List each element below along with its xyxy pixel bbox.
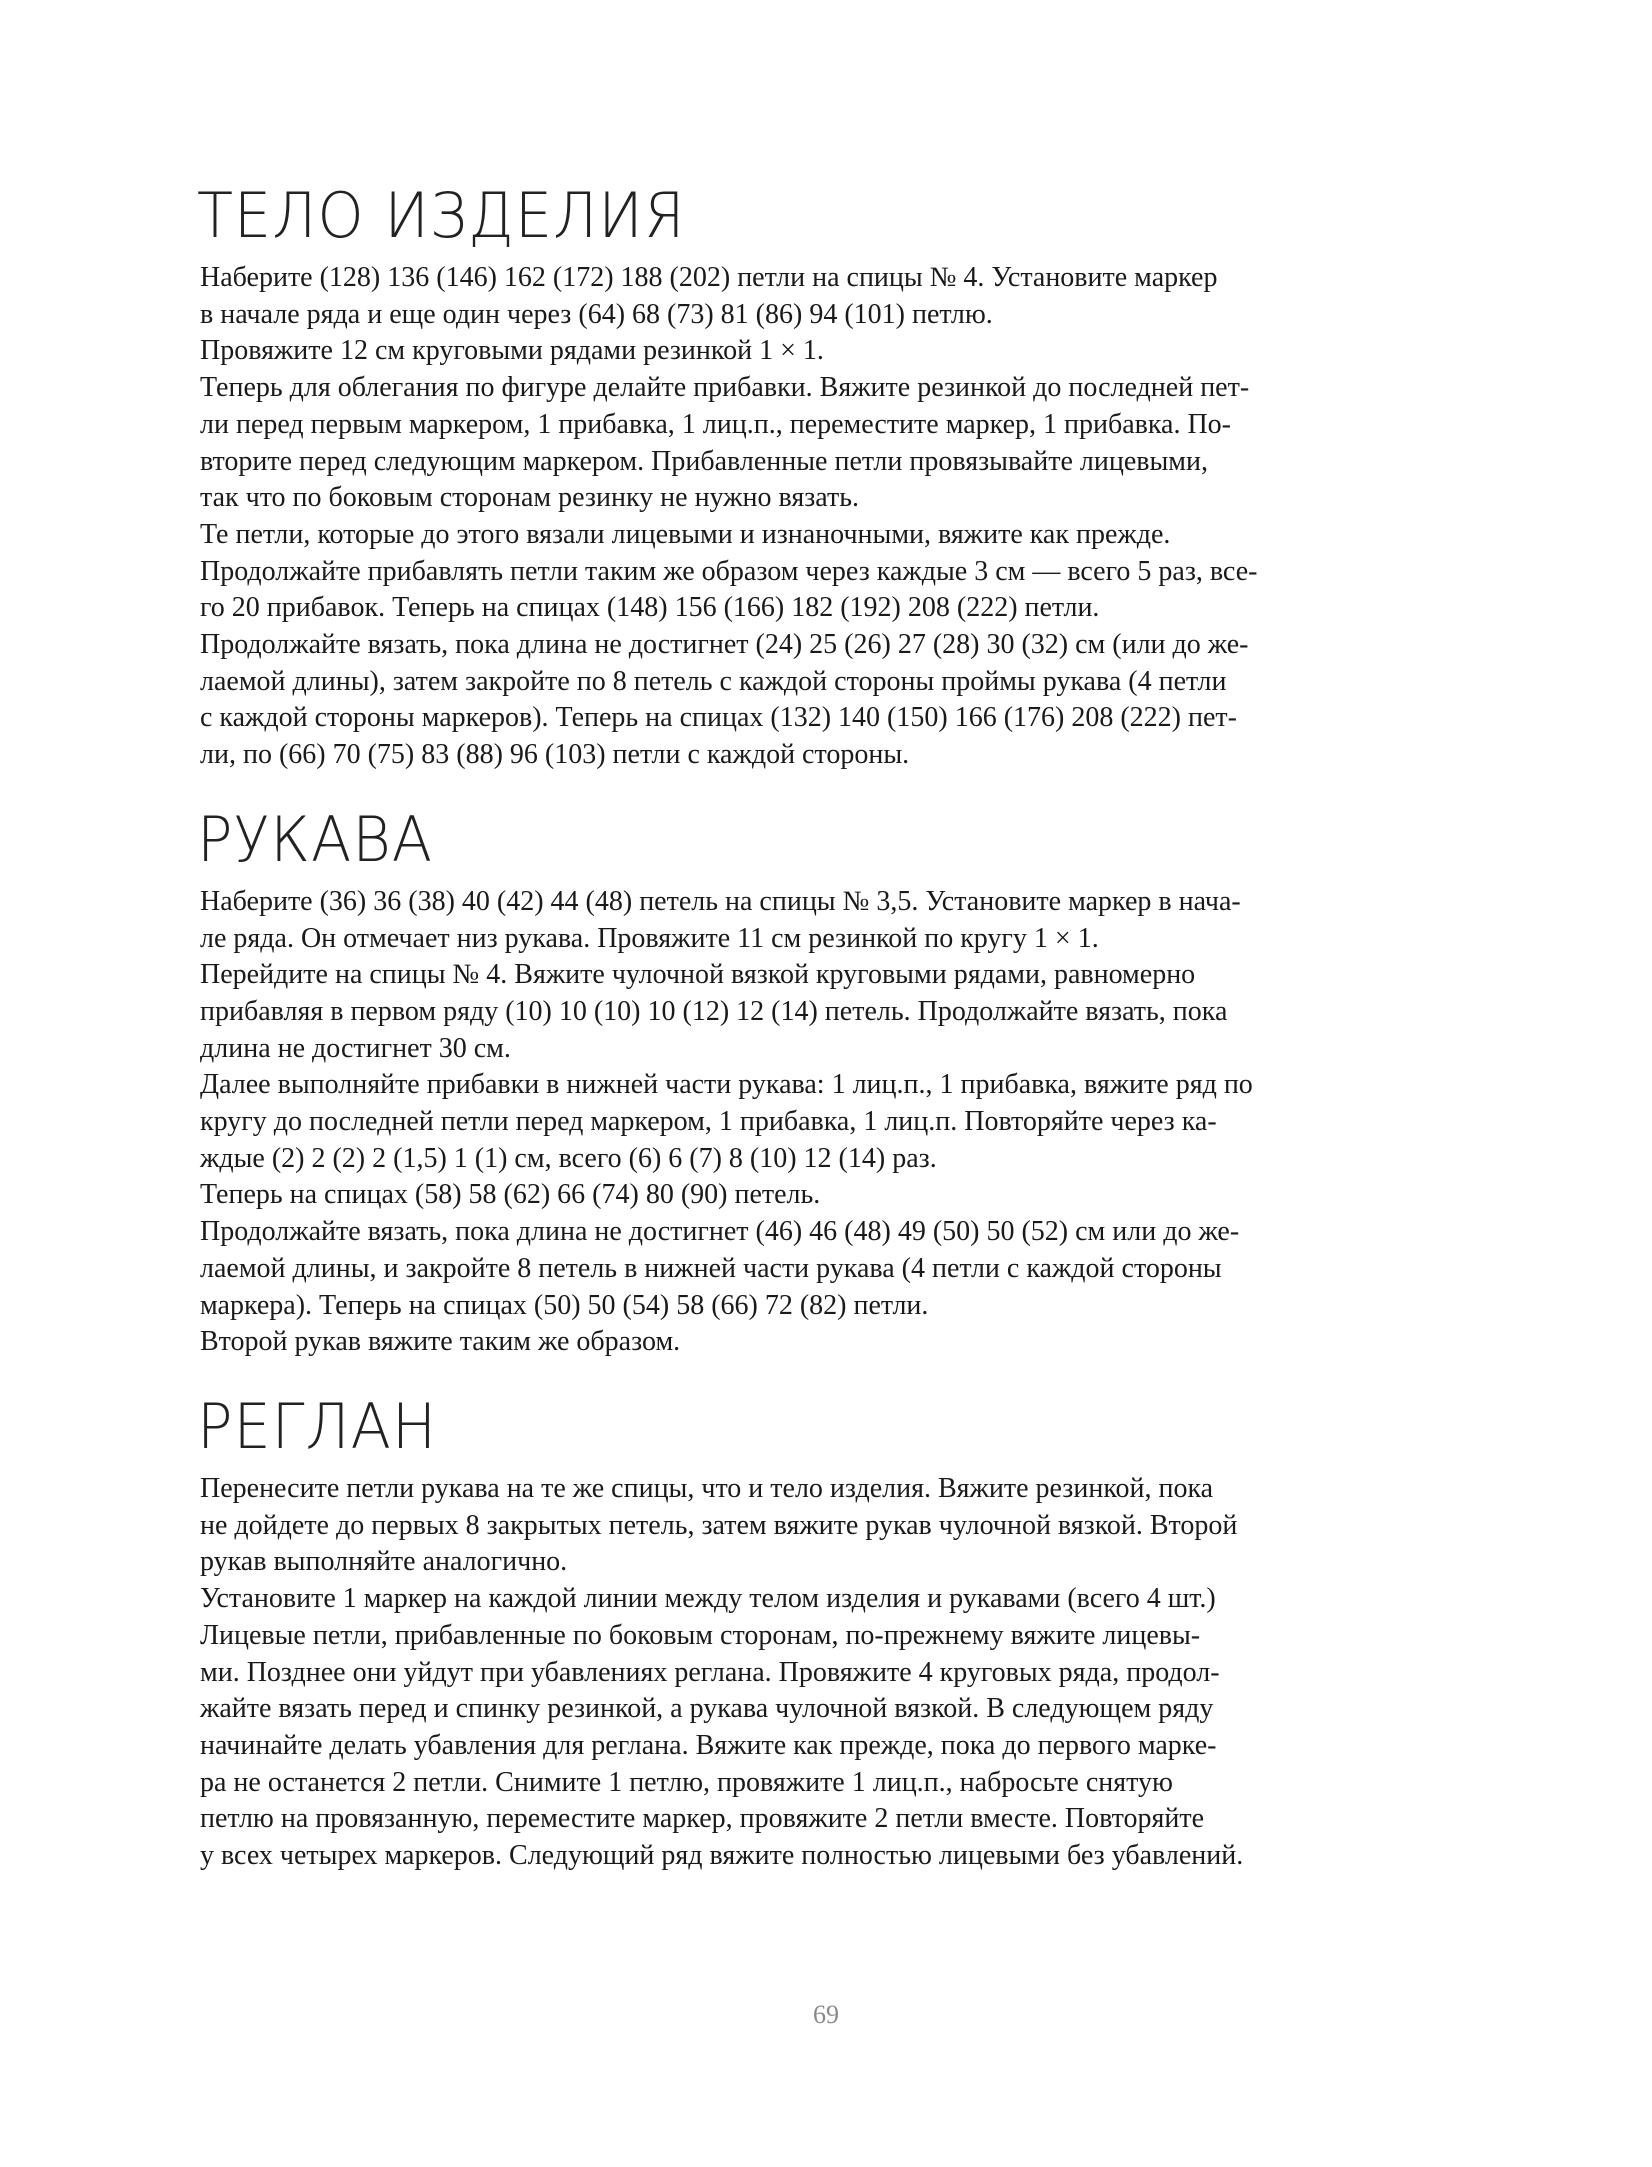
section-sleeves: [197, 802, 1470, 1361]
paragraph: Продолжайте вязать, пока длина не достигнет (24) 25 (26) 27 (28) 30 (32) см (или до же- лаемой длины), затем закройте по 8 петель с каждой стороны проймы рукава (4 петли с каждой стороны маркеров). Теперь на спицах (132) 140 (150) 166 (176) 208 (222) пет- ли, по (66) 70 (75) 83 (88) 96 (103) петли с каждой стороны.: [200, 629, 1249, 771]
paragraph: Те петли, которые до этого вязали лицевыми и изнаночными, вяжите как прежде.: [200, 518, 1171, 550]
paragraph: Провяжите 12 см круговыми рядами резинкой 1 × 1.: [200, 335, 824, 367]
section-title-body: ТЕЛО ИЗДЕЛИЯ: [197, 179, 686, 252]
section-title-sleeves: РУКАВА: [197, 802, 433, 876]
paragraph: Перейдите на спицы № 4. Вяжите чулочной вязкой круговыми рядами, равномерно прибавляя в первом ряду (10) 10 (10) 10 (12) 12 (14) петель. Продолжайте вязать, пока длина не достигнет 30 см.: [200, 959, 1228, 1064]
paragraph: Перенесите петли рукава на те же спицы, что и тело изделия. Вяжите резинкой, пока не дойдете до первых 8 закрытых петель, затем вяжите рукав чулочной вязкой. Второй рукав выполняйте аналогично.: [200, 1472, 1238, 1578]
paragraph: Наберите (128) 136 (146) 162 (172) 188 (202) петли на спицы № 4. Установите маркер в начале ряда и еще один через (64) 68 (73) 81 (86) 94 (101) петлю.: [200, 262, 1218, 330]
page-body: [197, 179, 1470, 1875]
paragraph: Продолжайте прибавлять петли таким же образом через каждые 3 см — всего 5 раз, все- го 20 прибавок. Теперь на спицах (148) 156 (166) 182 (192) 208 (222) петли.: [200, 555, 1258, 624]
section-title-raglan: РЕГЛАН: [197, 1389, 438, 1463]
paragraph: Установите 1 маркер на каждой линии между телом изделия и рукавами (всего 4 шт.) Лицевые петли, прибавленные по боковым сторонам, по-прежнему вяжите лицевы- ми. Позднее они уйдут при убавлениях реглана. Провяжите 4 круговых ряда, продол- жайте вязать перед и спинку резинкой, а рукава чулочной вязкой. В следующем ряду начинайте делать убавления для реглана. Вяжите как прежде, пока до первого марке- ра не останется 2 петли. Снимите 1 петлю, провяжите 1 лиц.п., набросьте снятую петлю на провязанную, переместите маркер, провяжите 2 петли вместе. Повторяйте у всех четырех маркеров. Следующий ряд вяжите полностью лицевыми без убавлений.: [200, 1583, 1244, 1872]
paragraph: Теперь для облегания по фигуре делайте прибавки. Вяжите резинкой до последней пет- ли перед первым маркером, 1 прибавка, 1 лиц.п., переместите маркер, 1 прибавка. По- вторите перед следующим маркером. Прибавленные петли провязывайте лицевыми, так что по боковым сторонам резинку не нужно вязать.: [200, 372, 1250, 514]
paragraph: Теперь на спицах (58) 58 (62) 66 (74) 80 (90) петель.: [200, 1179, 821, 1211]
paragraph: Продолжайте вязать, пока длина не достигнет (46) 46 (48) 49 (50) 50 (52) см или до же- лаемой длины, и закройте 8 петель в нижней части рукава (4 петли с каждой стороны маркера). Теперь на спицах (50) 50 (54) 58 (66) 72 (82) петли.: [200, 1216, 1240, 1321]
paragraph: Наберите (36) 36 (38) 40 (42) 44 (48) петель на спицы № 3,5. Установите маркер в нача- ле ряда. Он отмечает низ рукава. Провяжите 11 см резинкой по кругу 1 × 1.: [200, 885, 1241, 954]
paragraph: Далее выполняйте прибавки в нижней части рукава: 1 лиц.п., 1 прибавка, вяжите ряд по кругу до последней петли перед маркером, 1 прибавка, 1 лиц.п. Повторяйте через ка- ждые (2) 2 (2) 2 (1,5) 1 (1) см, всего (6) 6 (7) 8 (10) 12 (14) раз.: [200, 1069, 1253, 1174]
section-body: [197, 179, 1470, 774]
section-raglan: [197, 1389, 1470, 1875]
paragraph: Второй рукав вяжите таким же образом.: [200, 1326, 681, 1358]
page-number: 69: [813, 2000, 839, 2029]
